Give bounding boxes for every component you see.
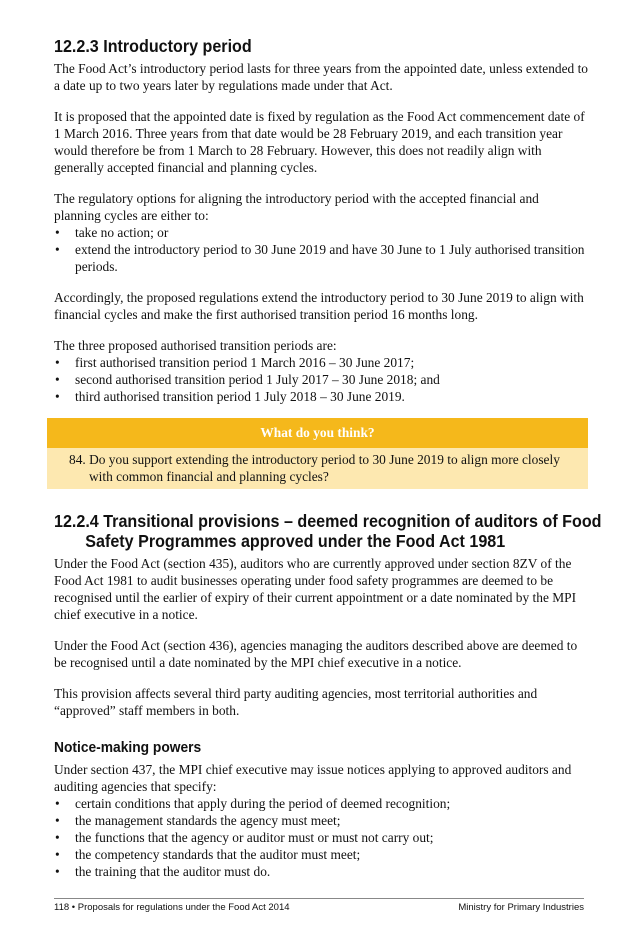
bullet-list	[54, 224, 588, 275]
list-item: • the management standards the agency must meet;	[54, 812, 588, 829]
bullet-list	[54, 354, 588, 405]
subheading-notice-making-powers: Notice-making powers	[54, 739, 202, 756]
section-heading-12-2-3: 12.2.3 Introductory period	[54, 36, 252, 56]
page-footer	[54, 898, 584, 913]
list-item: • third authorised transition period 1 July 2018 – 30 June 2019.	[54, 388, 588, 405]
list-item: • take no action; or	[54, 224, 588, 241]
what-do-you-think-box	[47, 418, 588, 489]
footer-right: Ministry for Primary Industries	[458, 902, 584, 913]
footer-left: 118 • Proposals for regulations under the Food Act 2014	[54, 902, 290, 913]
consultation-question: 84. Do you support extending the introductory period to 30 June 2019 to align more closely with common financial and planning cycles?	[69, 452, 560, 484]
list-item: • the functions that the agency or auditor must or must not carry out;	[54, 829, 588, 846]
heading-line-1: 12.2.4 Transitional provisions – deemed recognition of auditors of Food	[54, 511, 602, 531]
callout-body	[47, 448, 588, 489]
paragraph: The Food Act’s introductory period lasts for three years from the appointed date, unless extended to a date up to two years later by regulations made under that Act.	[54, 61, 588, 93]
list-item: • first authorised transition period 1 March 2016 – 30 June 2017;	[54, 354, 588, 371]
paragraph: Under section 437, the MPI chief executive may issue notices applying to approved auditors and auditing agencies that specify:	[54, 762, 572, 794]
document-page	[54, 36, 602, 880]
list-item: • the competency standards that the auditor must meet;	[54, 846, 588, 863]
list-item: • the training that the auditor must do.	[54, 863, 588, 880]
list-item: • second authorised transition period 1 July 2017 – 30 June 2018; and	[54, 371, 588, 388]
section-heading-12-2-4	[54, 511, 602, 551]
paragraph: The three proposed authorised transition periods are:	[54, 338, 337, 353]
list-item: • extend the introductory period to 30 June 2019 and have 30 June to 1 July authorised transition periods.	[54, 241, 588, 275]
heading-line-2: Safety Programmes approved under the Food Act 1981	[85, 531, 506, 551]
paragraph: This provision affects several third party auditing agencies, most territorial authorities and “approved” staff members in both.	[54, 686, 538, 718]
paragraph: It is proposed that the appointed date is fixed by regulation as the Food Act commencement date of 1 March 2016. Three years from that date would be 28 February 2019, and each transition year would therefore be from 1 March to 28 February. However, this does not readily align with generally accepted financial and planning cycles.	[54, 109, 585, 175]
bullet-list	[54, 795, 588, 880]
list-item: • certain conditions that apply during the period of deemed recognition;	[54, 795, 588, 812]
paragraph: The regulatory options for aligning the introductory period with the accepted financial and planning cycles are either to:	[54, 191, 539, 223]
paragraph: Under the Food Act (section 436), agencies managing the auditors described above are deemed to be recognised until a date nominated by the MPI chief executive in a notice.	[54, 638, 578, 670]
paragraph: Accordingly, the proposed regulations extend the introductory period to 30 June 2019 to align with financial cycles and make the first authorised transition period 16 months long.	[54, 290, 584, 322]
paragraph: Under the Food Act (section 435), auditors who are currently approved under section 8ZV of the Food Act 1981 to audit businesses operating under food safety programmes are deemed to be recognised until the earlier of expiry of their current appointment or a date nominated by the MPI chief executive in a notice.	[54, 556, 577, 622]
callout-title: What do you think?	[47, 418, 588, 448]
